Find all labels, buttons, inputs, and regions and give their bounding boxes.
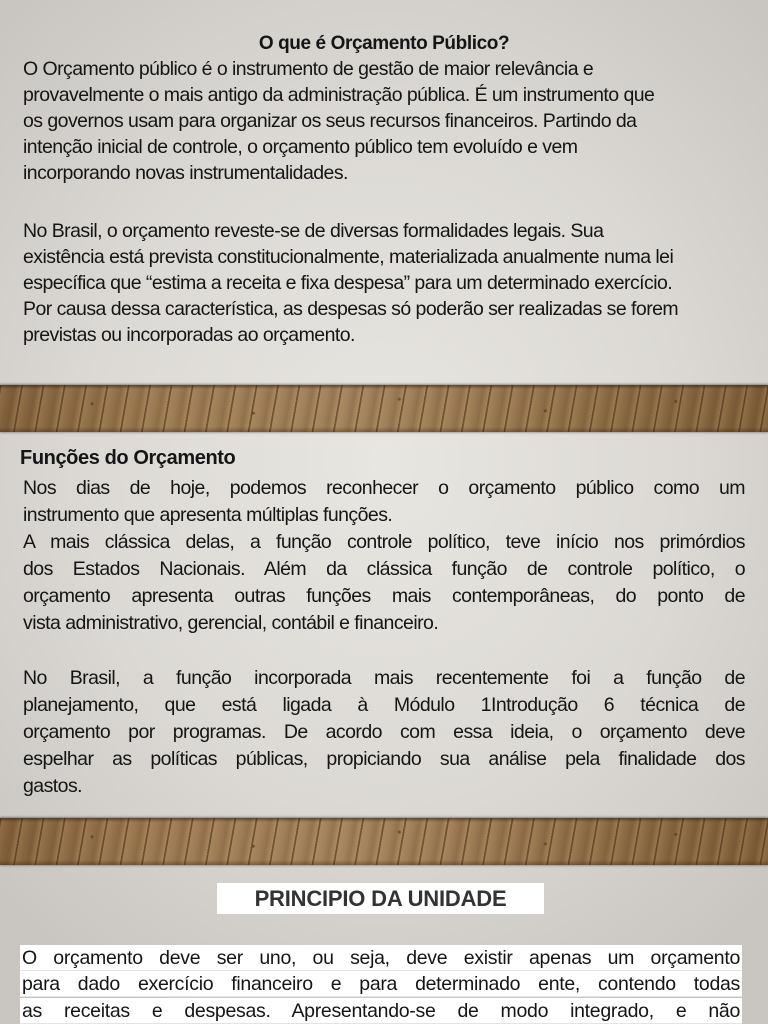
- paragraph-line: O Orçamento público é o instrumento de gestão de maior relevância e: [23, 58, 594, 80]
- slide-orcamento-publico: [0, 0, 768, 385]
- paragraph-line: dos Estados Nacionais. Além da clássica função de controle político, o: [23, 558, 745, 580]
- paragraph-line: previstas ou incorporadas ao orçamento.: [23, 324, 355, 346]
- section-title-principio-unidade: PRINCIPIO DA UNIDADE: [217, 883, 544, 914]
- paragraph-line: provavelmente o mais antigo da administração pública. É um instrumento que: [23, 84, 655, 106]
- highlighted-paragraph-line: as receitas e despesas. Apresentando-se de modo integrado, e não: [22, 1000, 740, 1022]
- paragraph-line: orçamento apresenta outras funções mais contemporâneas, do ponto de: [23, 585, 745, 607]
- wood-floor-divider: [0, 818, 768, 865]
- paragraph-line: Por causa dessa característica, as despesas só poderão ser realizadas se forem: [23, 298, 679, 320]
- section-title-orcamento-publico: O que é Orçamento Público?: [258, 33, 510, 54]
- highlighted-paragraph-line: para dado exercício financeiro e para determinado ente, contendo todas: [22, 973, 740, 995]
- section-title-funcoes: Funções do Orçamento: [20, 447, 236, 469]
- paragraph-line: específica que “estima a receita e fixa despesa” para um determinado exercício.: [23, 272, 673, 294]
- paragraph-line: Nos dias de hoje, podemos reconhecer o orçamento público como um: [23, 477, 745, 499]
- paragraph-line: A mais clássica delas, a função controle político, teve início nos primórdios: [23, 531, 745, 553]
- paragraph-line: No Brasil, a função incorporada mais recentemente foi a função de: [23, 667, 745, 689]
- paragraph-line: incorporando novas instrumentalidades.: [23, 162, 348, 184]
- paragraph-line: planejamento, que está ligada à Módulo 1Introdução 6 técnica de: [23, 694, 745, 716]
- paragraph-line: gastos.: [23, 775, 83, 797]
- paragraph-line: existência está prevista constitucionalmente, materializada anualmente numa lei: [23, 246, 674, 268]
- paragraph-line: intenção inicial de controle, o orçamento público tem evoluído e vem: [23, 136, 578, 158]
- highlighted-paragraph-line: O orçamento deve ser uno, ou seja, deve existir apenas um orçamento: [22, 947, 740, 969]
- paragraph-line: instrumento que apresenta múltiplas funções.: [23, 504, 393, 526]
- paragraph-line: No Brasil, o orçamento reveste-se de diversas formalidades legais. Sua: [23, 220, 604, 242]
- wood-floor-divider: [0, 385, 768, 432]
- paragraph-line: os governos usam para organizar os seus recursos financeiros. Partindo da: [23, 110, 637, 132]
- paragraph-line: espelhar as políticas públicas, propiciando sua análise pela finalidade dos: [23, 748, 745, 770]
- paragraph-line: vista administrativo, gerencial, contábil e financeiro.: [23, 612, 439, 634]
- paragraph-line: orçamento por programas. De acordo com essa ideia, o orçamento deve: [23, 721, 745, 743]
